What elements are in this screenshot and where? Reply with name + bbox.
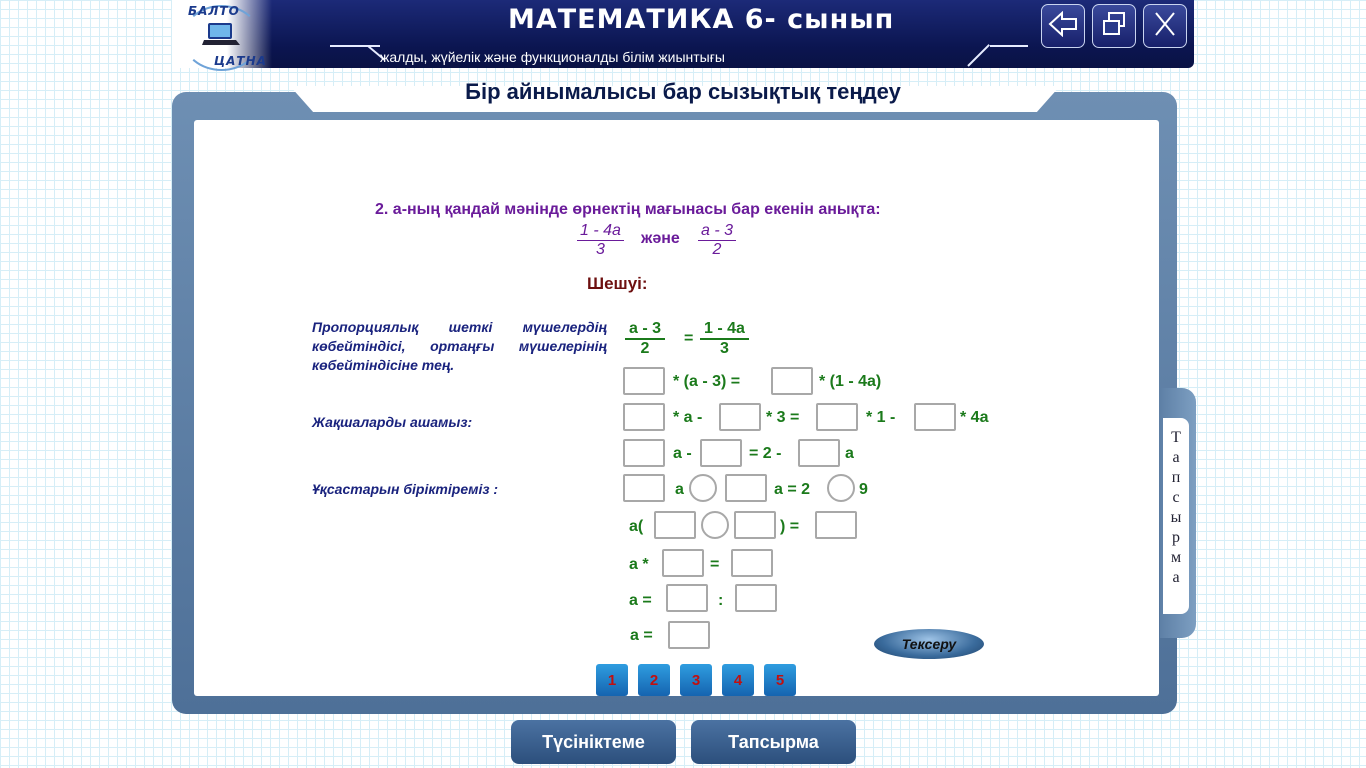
row1-text-2: * (1 - 4a) [819,373,882,390]
row7-text-1: a = [629,592,652,609]
row5-text-1: a( [629,518,644,535]
page-title: Бір айнымалысы бар сызықтық теңдеу [465,79,901,104]
page-button-2[interactable]: 2 [638,664,670,696]
header-divider-left [330,45,380,47]
row3-text-3: a [845,445,854,462]
row4-text-2: a = 2 [774,481,811,498]
header-divider-right [990,45,1028,47]
answer-box[interactable] [623,474,665,502]
logo-bottom-text: ЦАТНА [214,54,267,68]
logo [172,0,272,68]
answer-box[interactable] [668,621,710,649]
page-button-1[interactable]: 1 [596,664,628,696]
equation-fraction-2 [700,320,749,358]
task-button[interactable]: Тапсырма [691,720,856,764]
row4-text-1: a [675,481,684,498]
answer-box[interactable] [735,584,777,612]
row4-text-3: 9 [859,481,868,498]
answer-box[interactable] [914,403,956,431]
logo-top-text: БАЛТО [188,4,240,18]
page-button-4[interactable]: 4 [722,664,754,696]
row2-text-1: * a - [673,409,703,426]
row1-text-1: * (a - 3) = [673,373,741,390]
answer-box[interactable] [798,439,840,467]
check-button[interactable]: Тексеру [874,629,984,659]
restore-window-button[interactable] [1092,4,1136,48]
answer-box[interactable] [725,474,767,502]
note-combine-terms: Ұқсастарын біріктіреміз : [312,481,499,497]
laptop-icon [202,22,232,44]
restore-window-icon [1100,10,1128,43]
eq-fraction-2-denominator: 3 [720,340,729,357]
back-button[interactable] [1041,4,1085,48]
answer-box[interactable] [662,549,704,577]
task-statement: 2. а-ның қандай мәнінде өрнектің мағынасы бар екенін анықта: [375,201,881,218]
answer-box[interactable] [771,367,813,395]
answer-box[interactable] [816,403,858,431]
task-fraction-2-numerator: a - 3 [698,222,736,241]
eq-fraction-1-denominator: 2 [640,340,650,357]
answer-box[interactable] [731,549,773,577]
task-fraction-2 [698,222,736,259]
answer-box[interactable] [700,439,742,467]
note-proportion: Пропорциялық шеткі мүшелердің көбейтіндісі, ортаңғы мүшелерінің көбейтіндісіне тең. [312,319,607,373]
close-icon [1152,10,1178,43]
sign-circle[interactable] [701,511,729,539]
back-arrow-icon [1048,11,1078,42]
row3-text-2: = 2 - [749,445,782,462]
row5-text-2: ) = [780,518,800,535]
row2-text-2: * 3 = [766,409,800,426]
page-button-5[interactable]: 5 [764,664,796,696]
row8-text-1: a = [630,627,653,644]
eq-fraction-2-numerator: 1 - 4a [700,320,749,340]
task-fraction-1-numerator: 1 - 4a [577,222,624,241]
solution-label: Шешуі: [587,274,648,293]
answer-box[interactable] [666,584,708,612]
row6-text-2: = [710,556,720,573]
sign-circle[interactable] [689,474,717,502]
answer-box[interactable] [623,403,665,431]
eq-fraction-1-numerator: a - 3 [625,320,665,340]
page-button-3[interactable]: 3 [680,664,712,696]
row3-text-1: a - [673,445,692,462]
task-fraction-1 [577,222,624,259]
row2-text-4: * 4a [960,409,989,426]
app-subtitle: жалды, жүйелік және функционалды білім жиынтығы [380,49,725,65]
answer-box[interactable] [623,439,665,467]
answer-box[interactable] [719,403,761,431]
side-tab-label[interactable]: Т а п с ы р м а [1170,429,1182,586]
row6-text-1: a * [629,556,649,573]
task-fraction-1-denominator: 3 [596,241,605,258]
answer-box[interactable] [815,511,857,539]
equals-sign: = [684,330,694,347]
row7-text-2: : [718,592,724,609]
note-open-brackets: Жақшаларды ашамыз: [312,414,473,430]
answer-box[interactable] [654,511,696,539]
app-title: МАТЕМАТИКА 6- сынып [508,4,895,35]
row2-text-3: * 1 - [866,409,896,426]
sign-circle[interactable] [827,474,855,502]
close-button[interactable] [1143,4,1187,48]
and-word: және [641,230,680,247]
explanation-button[interactable]: Түсініктеме [511,720,676,764]
task-fraction-2-denominator: 2 [712,241,722,258]
answer-box[interactable] [734,511,776,539]
answer-box[interactable] [623,367,665,395]
equation-fraction-1 [625,320,665,358]
